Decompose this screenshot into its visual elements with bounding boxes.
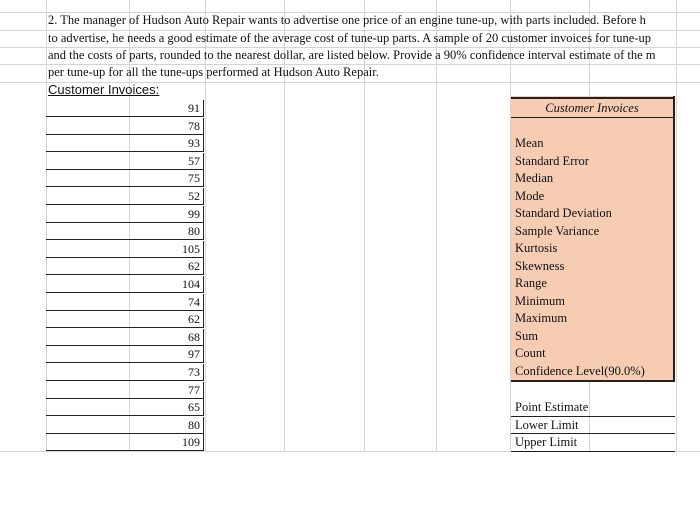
invoice-cell[interactable]: 105 [46, 241, 204, 258]
invoices-header: Customer Invoices: [48, 82, 160, 97]
stat-label: Maximum [515, 311, 568, 325]
stat-label: Sample Variance [515, 223, 600, 238]
invoice-cell[interactable]: 93 [46, 135, 204, 152]
invoice-cell[interactable]: 80 [46, 223, 204, 240]
stat-label: Standard Deviation [515, 206, 612, 220]
stat-label: Skewness [515, 258, 565, 273]
invoice-cell[interactable]: 109 [46, 434, 204, 451]
stat-label: Mean [515, 136, 544, 150]
invoice-cell[interactable]: 74 [46, 294, 204, 311]
stat-label: Count [515, 346, 546, 360]
invoice-cell[interactable]: 104 [46, 276, 204, 293]
invoice-cell[interactable]: 80 [46, 417, 204, 434]
stat-label: Standard Error [515, 153, 589, 168]
stats-title: Customer Invoices [511, 97, 673, 118]
question-line-4: per tune-up for all the tune-ups performed at Hudson Auto Repair. [48, 65, 379, 79]
stat-label: Confidence Level(90.0%) [515, 363, 645, 378]
stat-label: Median [515, 171, 554, 185]
invoice-cell[interactable]: 65 [46, 399, 204, 416]
invoice-cell[interactable]: 57 [46, 153, 204, 170]
stat-label: Sum [515, 328, 538, 343]
estimate-label: Upper Limit [511, 434, 675, 452]
stat-label: Minimum [515, 293, 566, 308]
question-line-3: and the costs of parts, rounded to the nearest dollar, are listed below. Provide a 90% confidence interval estimate of the m [48, 48, 656, 62]
invoice-cell[interactable]: 75 [46, 170, 204, 187]
invoice-cell[interactable]: 68 [46, 329, 204, 346]
invoice-cell[interactable]: 62 [46, 258, 204, 275]
invoice-cell[interactable]: 77 [46, 382, 204, 399]
invoice-cell[interactable]: 91 [46, 100, 204, 117]
invoice-cell[interactable]: 78 [46, 118, 204, 135]
stat-label: Kurtosis [515, 241, 558, 255]
invoice-cell[interactable]: 99 [46, 206, 204, 223]
invoice-cell[interactable]: 52 [46, 188, 204, 205]
question-line-2: to advertise, he needs a good estimate of the average cost of tune-up parts. A sample of 20 customer invoices for tune-up [48, 31, 651, 45]
invoice-cell[interactable]: 73 [46, 364, 204, 381]
invoice-cell[interactable]: 62 [46, 311, 204, 328]
question-line-1: 2. The manager of Hudson Auto Repair wants to advertise one price of an engine tune-up, with parts included. Before h [48, 13, 646, 27]
invoice-cell[interactable]: 97 [46, 346, 204, 363]
stat-label: Range [515, 276, 547, 290]
estimate-label: Lower Limit [511, 417, 675, 435]
stat-label: Mode [515, 188, 545, 203]
estimate-label: Point Estimate [511, 399, 675, 417]
